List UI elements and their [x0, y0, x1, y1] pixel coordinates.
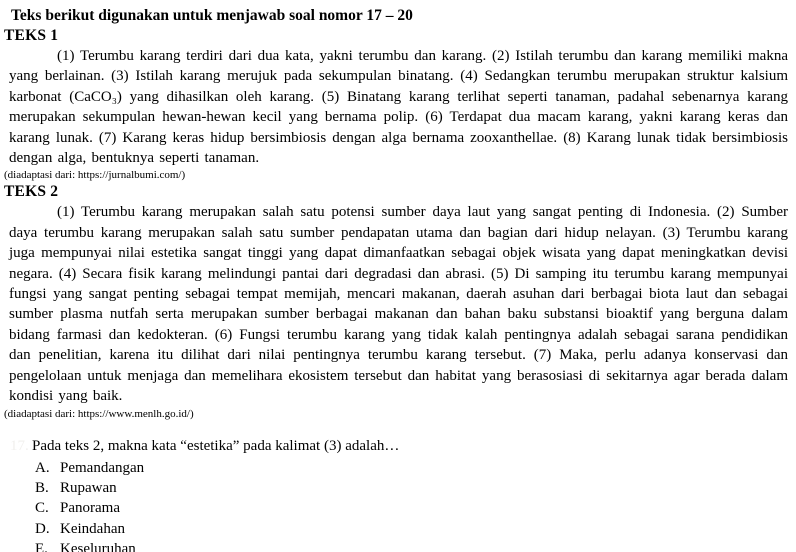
answer-options-list	[32, 458, 790, 552]
option-letter: B.	[35, 480, 49, 497]
intro-instruction: Teks berikut digunakan untuk menjawab soal nomor 17 – 20	[11, 7, 413, 24]
option-text: Pemandangan	[60, 460, 145, 476]
text1-paragraph: (1) Terumbu karang terdiri dari dua kata, yakni terumbu dan karang. (2) Istilah terumbu dan karang memiliki makna yang berlainan. (3) Istilah karang merujuk pada sekumpulan binatang. (4) Sedangkan terumbu merupakan struktur kalsium karbonat (CaCO₃) yang dihasilkan oleh karang. (5) Binatang karang terlihat seperti tanaman, padahal sebenarnya karang merupakan sekumpulan hewan-hewan kecil yang bernama polip. (6) Terdapat dua macam karang, yakni karang keras dan karang lunak. (7) Karang keras hidup bersimbiosis dengan alga bernama zooxanthellae. (8) Karang lunak tidak bersimbiosis dengan alga, bentuknya seperti tanaman.	[9, 48, 788, 167]
text2-label: TEKS 2	[4, 183, 59, 201]
answer-option-e	[35, 539, 790, 552]
text1-source-citation: (diadaptasi dari: https://jurnalbumi.com/)	[4, 169, 186, 182]
text2-paragraph: (1) Terumbu karang merupakan salah satu potensi sumber daya laut yang sangat penting di Indonesia. (2) Sumber daya terumbu karang merupakan salah satu sumber pendapatan utama dan bagian dari hidup nelayan. (3) Terumbu karang juga mempunyai nilai estetika sangat tinggi yang dapat dimanfaatkan sebagai objek wisata yang dapat meningkatkan devisi negara. (4) Secara fisik karang melindungi pantai dari degradasi dan abrasi. (5) Di samping itu terumbu karang mempunyai fungsi yang sangat penting sebagai tempat memijah, mencari makanan, daerah asuhan dari berbagai biota laut dan sebagai sumber plasma nutfah serta merupakan sumber berbagai makanan dan bahan baku substansi bioaktif yang berguna dalam bidang farmasi dan kedokteran. (6) Fungsi terumbu karang yang tidak kalah pentingnya adalah sebagai sarana pendidikan dan penelitian, karena itu dilihat dari nilai pentingnya terumbu karang tersebut. (7) Maka, perlu adanya konservasi dan pengelolaan untuk menjaga dan memelihara ekosistem tersebut dan habitat yang berasosiasi di sekitarnya agar berada dalam kondisi yang baik.	[9, 204, 788, 405]
option-letter: C.	[35, 500, 49, 517]
question-text: Pada teks 2, makna kata “estetika” pada kalimat (3) adalah…	[32, 437, 400, 454]
text1-label: TEKS 1	[4, 27, 59, 44]
answer-option-a	[35, 458, 790, 478]
option-letter: D.	[35, 520, 50, 537]
option-text: Keseluruhan	[60, 540, 136, 552]
question-number-faint: 17.	[10, 437, 29, 454]
option-text: Rupawan	[60, 480, 117, 497]
answer-option-d	[35, 519, 790, 539]
answer-option-c	[35, 498, 790, 518]
text2-source-citation: (diadaptasi dari: https://www.menlh.go.id/)	[4, 407, 194, 420]
option-letter: E.	[35, 540, 48, 552]
option-letter: A.	[35, 460, 50, 476]
option-text: Panorama	[60, 500, 120, 517]
answer-option-b	[35, 478, 790, 498]
question-block	[4, 436, 790, 552]
option-text: Keindahan	[60, 520, 125, 537]
